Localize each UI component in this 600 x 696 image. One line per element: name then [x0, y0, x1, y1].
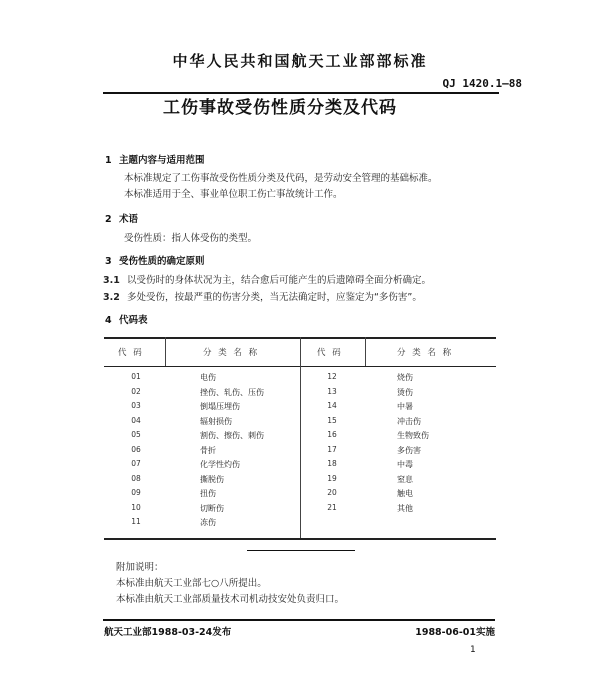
section-4-heading — [105, 312, 148, 326]
code-cell: 01 — [131, 372, 141, 381]
section-number: 1 — [105, 155, 112, 166]
table-header-divider-right — [365, 337, 366, 366]
issue-date: 航天工业部1988-03-24发布 — [104, 627, 232, 638]
notes-heading: 附加说明： — [116, 562, 164, 573]
section-title: 代码表 — [119, 315, 148, 326]
name-cell: 中暑 — [397, 402, 413, 411]
notes-rule — [247, 550, 355, 551]
clause-text: 以受伤时的身体状况为主，结合愈后可能产生的后遗障碍全面分析确定。 — [127, 275, 432, 286]
code-cell: 15 — [327, 415, 337, 425]
name-cell: 辐射损伤 — [200, 416, 232, 426]
name-cell: 触电 — [397, 489, 413, 498]
name-cell: 窒息 — [397, 474, 413, 484]
code-cell: 12 — [327, 372, 337, 381]
code-cell: 07 — [131, 459, 141, 468]
code-cell: 19 — [327, 473, 337, 483]
code-cell: 20 — [327, 488, 337, 497]
name-cell: 多伤害 — [397, 445, 421, 455]
name-cell: 中毒 — [397, 460, 413, 469]
name-cell: 冻伤 — [200, 518, 216, 527]
code-cell: 09 — [131, 488, 141, 497]
name-cell: 冲击伤 — [397, 416, 421, 426]
section-2-paragraph-1: 受伤性质：指人体受伤的类型。 — [124, 233, 258, 244]
document-title: 工伤事故受伤性质分类及代码 — [163, 98, 397, 118]
section-title: 主题内容与适用范围 — [119, 155, 205, 166]
code-cell: 08 — [131, 473, 141, 483]
name-cell: 其他 — [397, 503, 413, 513]
clause-3-1 — [103, 272, 431, 286]
table-header-code-left: 代 码 — [118, 348, 144, 358]
clause-number: 3.1 — [103, 275, 120, 286]
footer-rule — [103, 619, 495, 621]
clause-text: 多处受伤，按最严重的伤害分类，当无法确定时，应鉴定为“多伤害”。 — [127, 292, 422, 303]
notes-line-1: 本标准由航天工业部七○八所提出。 — [116, 578, 267, 589]
section-number: 3 — [105, 256, 112, 267]
clause-3-2 — [103, 289, 422, 303]
code-cell: 13 — [327, 386, 337, 396]
table-center-divider — [300, 337, 301, 538]
name-cell: 骨折 — [200, 445, 216, 455]
code-cell: 05 — [131, 430, 141, 439]
name-cell: 割伤、擦伤、刺伤 — [200, 431, 264, 440]
section-2-heading — [105, 211, 138, 225]
name-cell: 挫伤、轧伤、压伤 — [200, 387, 264, 397]
name-cell: 撕脱伤 — [200, 474, 224, 484]
code-cell: 14 — [327, 401, 337, 410]
table-header-code-right: 代 码 — [317, 348, 343, 358]
code-cell: 11 — [131, 517, 141, 526]
name-cell: 化学性灼伤 — [200, 460, 240, 469]
section-number: 4 — [105, 315, 112, 326]
org-title: 中华人民共和国航天工业部部标准 — [172, 52, 428, 70]
name-cell: 倒塌压埋伤 — [200, 402, 240, 411]
standard-code: QJ 1420.1—88 — [442, 77, 522, 90]
section-3-heading — [105, 253, 205, 267]
code-cell: 21 — [327, 502, 337, 512]
clause-number: 3.2 — [103, 292, 120, 303]
section-1-paragraph-1: 本标准规定了工伤事故受伤性质分类及代码，是劳动安全管理的基础标准。 — [124, 173, 438, 184]
section-number: 2 — [105, 214, 112, 225]
code-cell: 04 — [131, 415, 141, 425]
code-cell: 02 — [131, 386, 141, 396]
code-cell: 10 — [131, 502, 141, 512]
table-header-name-left: 分 类 名 称 — [203, 348, 260, 358]
section-1-paragraph-2: 本标准适用于全、事业单位职工伤亡事故统计工作。 — [124, 189, 343, 200]
table-header-divider-left — [165, 337, 166, 366]
code-cell: 18 — [327, 459, 337, 468]
section-title: 受伤性质的确定原则 — [119, 256, 205, 267]
code-cell: 03 — [131, 401, 141, 410]
section-title: 术语 — [119, 214, 139, 225]
name-cell: 生物致伤 — [397, 431, 429, 440]
name-cell: 切断伤 — [200, 503, 224, 513]
code-cell: 06 — [131, 444, 141, 454]
section-1-heading — [105, 152, 205, 166]
table-header-name-right: 分 类 名 称 — [397, 348, 454, 358]
table-bottom-border — [104, 538, 496, 540]
code-cell: 16 — [327, 430, 337, 439]
name-cell: 烧伤 — [397, 373, 413, 382]
notes-line-2: 本标准由航天工业部质量技术司机动技安处负责归口。 — [116, 594, 345, 605]
name-cell: 烫伤 — [397, 387, 413, 397]
name-cell: 扭伤 — [200, 489, 216, 498]
code-cell: 17 — [327, 444, 337, 454]
page-number: 1 — [470, 645, 476, 655]
name-cell: 电伤 — [200, 373, 216, 382]
effective-date: 1988-06-01实施 — [415, 627, 495, 638]
